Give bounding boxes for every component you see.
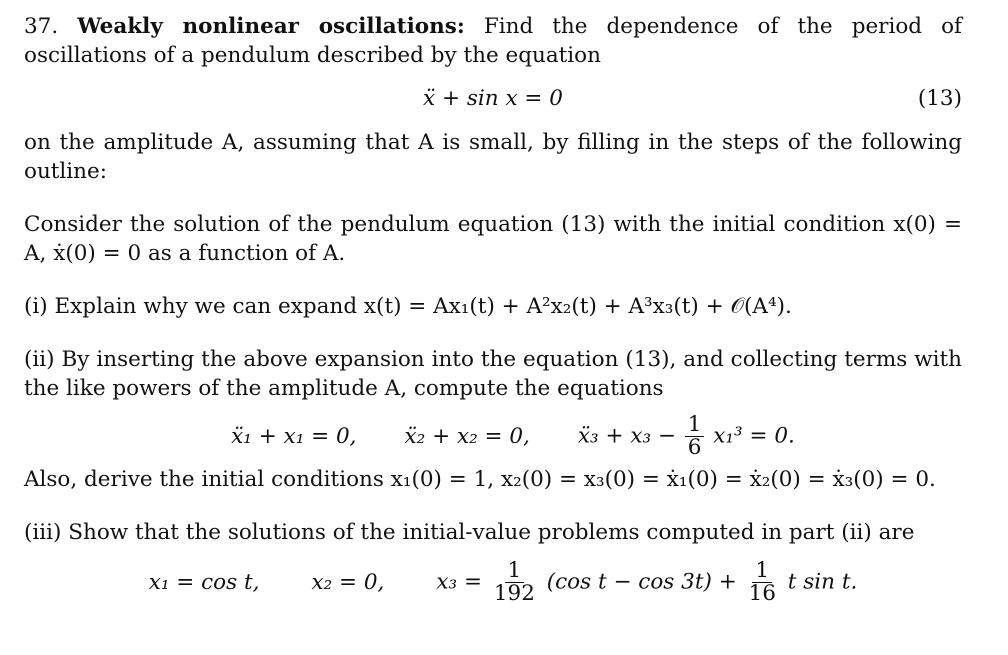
pendulum-equation: [24, 78, 962, 118]
fraction-numerator: 1: [685, 414, 705, 437]
fraction-one-sixth: [685, 411, 705, 460]
problem-intro-text: Find the dependence of the period of oscillations of a pendulum described by the equation: [24, 14, 962, 68]
equation-x2: ẍ₂ + x₂ = 0,: [404, 423, 530, 449]
fraction-denominator: 192: [493, 580, 535, 606]
equation-x3: [577, 411, 795, 460]
problem-page: [24, 10, 962, 609]
equation-x3-right: x₁³ = 0.: [713, 423, 795, 448]
equation-x3-left: ẍ₃ + x₃ −: [577, 423, 676, 448]
equation-x1: ẍ₁ + x₁ = 0,: [231, 423, 357, 449]
fraction-numerator: 1: [752, 560, 772, 583]
problem-title: Weakly nonlinear oscillations:: [77, 14, 465, 39]
initial-conditions-text: Also, derive the initial conditions x₁(0) = 1, x₂(0) = x₃(0) = ẋ₁(0) = ẋ₂(0) = ẋ₃(0) = 0.: [24, 467, 936, 492]
part-i-text: (i) Explain why we can expand x(t) = Ax₁(t) + A²x₂(t) + A³x₃(t) + 𝒪(A⁴).: [24, 294, 792, 319]
after-equation-text: on the amplitude A, assuming that A is small, by filling in the steps of the following outline:: [24, 130, 962, 184]
fraction-denominator: 16: [748, 580, 776, 606]
consider-text: Consider the solution of the pendulum equation (13) with the initial condition x(0) = A, ẋ(0) = 0 as a function of A.: [24, 212, 962, 266]
pendulum-equation-body: ẍ + sin x = 0: [423, 86, 563, 111]
solution-x3-middle: (cos t − cos 3t) +: [546, 569, 737, 594]
solution-x3: [436, 557, 858, 606]
solution-x3-right: t sin t.: [787, 569, 858, 594]
part-ii-text: (ii) By inserting the above expansion into the equation (13), and collecting terms with the like powers of the amplitude A, compute the equations: [24, 347, 962, 401]
part-iii-text: (iii) Show that the solutions of the initial-value problems computed in part (ii) are: [24, 520, 915, 545]
solution-x1: x₁ = cos t,: [148, 569, 260, 595]
part-iii-solutions: [24, 555, 962, 609]
fraction-numerator: 1: [505, 560, 525, 583]
solution-x2: x₂ = 0,: [311, 569, 385, 595]
fraction-one-over-16: [746, 557, 779, 606]
fraction-one-over-192: [491, 557, 538, 606]
problem-number: 37.: [24, 14, 59, 39]
fraction-denominator: 6: [687, 434, 702, 460]
problem-intro: [24, 12, 962, 70]
solution-x3-left: x₃ =: [436, 569, 482, 594]
part-ii-equations: [24, 409, 962, 463]
equation-number: (13): [917, 86, 962, 111]
